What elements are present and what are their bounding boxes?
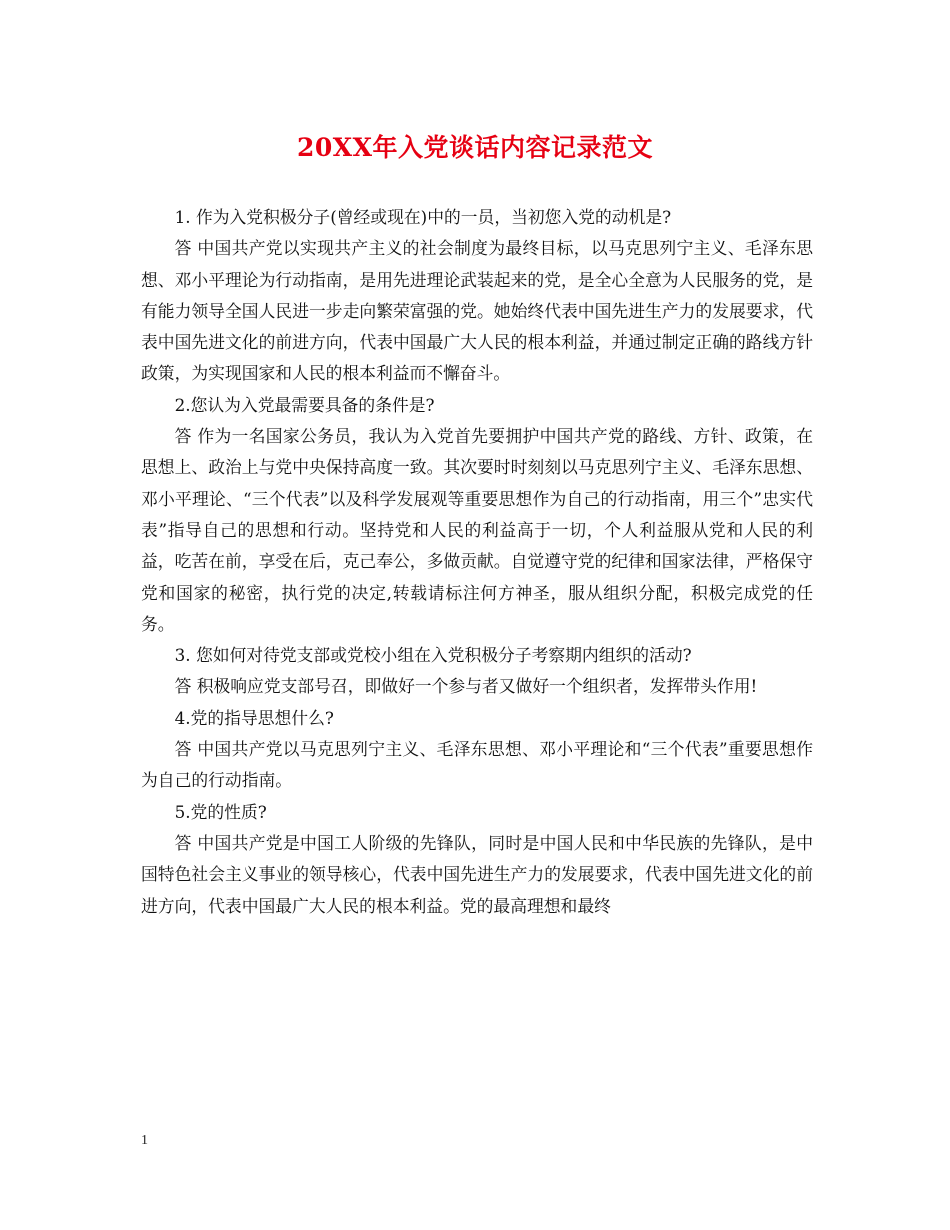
- question-1: 1. 作为入党积极分子(曾经或现在)中的一员，当初您入党的动机是?: [174, 207, 672, 227]
- question-3: 3. 您如何对待党支部或党校小组在入党积极分子考察期内组织的活动?: [174, 645, 692, 666]
- document-body: [141, 202, 813, 922]
- page-number: 1: [141, 1133, 148, 1148]
- question-5: 5.党的性质?: [174, 801, 267, 822]
- answer-1: 答 中国共产党以实现共产主义的社会制度为最终目标，以马克思列宁主义、毛泽东思想、邓小平理论为行动指南，是用先进理论武装起来的党，是全心全意为人民服务的党，是有能力领导全国人民进一步走向繁荣富强的党。她始终代表中国先进生产力的发展要求，代表中国先进文化的前进方向，代表中国最广大人民的根本利益，并通过制定正确的路线方针政策，为实现国家和人民的根本利益而不懈奋斗。: [141, 238, 813, 384]
- answer-3: 答 积极响应党支部号召，即做好一个参与者又做好一个组织者，发挥带头作用!: [174, 676, 758, 697]
- answer-5: 答 中国共产党是中国工人阶级的先锋队，同时是中国人民和中华民族的先锋队，是中国特色社会主义事业的领导核心，代表中国先进生产力的发展要求，代表中国先进文化的前进方向，代表中国最广大人民的根本利益。党的最高理想和最终: [141, 832, 813, 916]
- answer-2: 答 作为一名国家公务员，我认为入党首先要拥护中国共产党的路线、方针、政策，在思想上、政治上与党中央保持高度一致。其次要时时刻刻以马克思列宁主义、毛泽东思想、邓小平理论、“三个代表”以及科学发展观等重要思想作为自己的行动指南，用三个”忠实代表”指导自己的思想和行动。坚持党和人民的利益高于一切，个人利益服从党和人民的利益，吃苦在前，享受在后，克己奉公，多做贡献。自觉遵守党的纪律和国家法律，严格保守党和国家的秘密，执行党的决定,转载请标注何方神圣，服从组织分配，积极完成党的任务。: [141, 426, 813, 634]
- question-2: 2.您认为入党最需要具备的条件是?: [174, 394, 435, 415]
- answer-4: 答 中国共产党以马克思列宁主义、毛泽东思想、邓小平理论和“三个代表”重要思想作为自己的行动指南。: [141, 739, 813, 791]
- document-title: 20XX年入党谈话内容记录范文: [296, 133, 654, 162]
- question-4: 4.党的指导思想什么?: [174, 707, 334, 728]
